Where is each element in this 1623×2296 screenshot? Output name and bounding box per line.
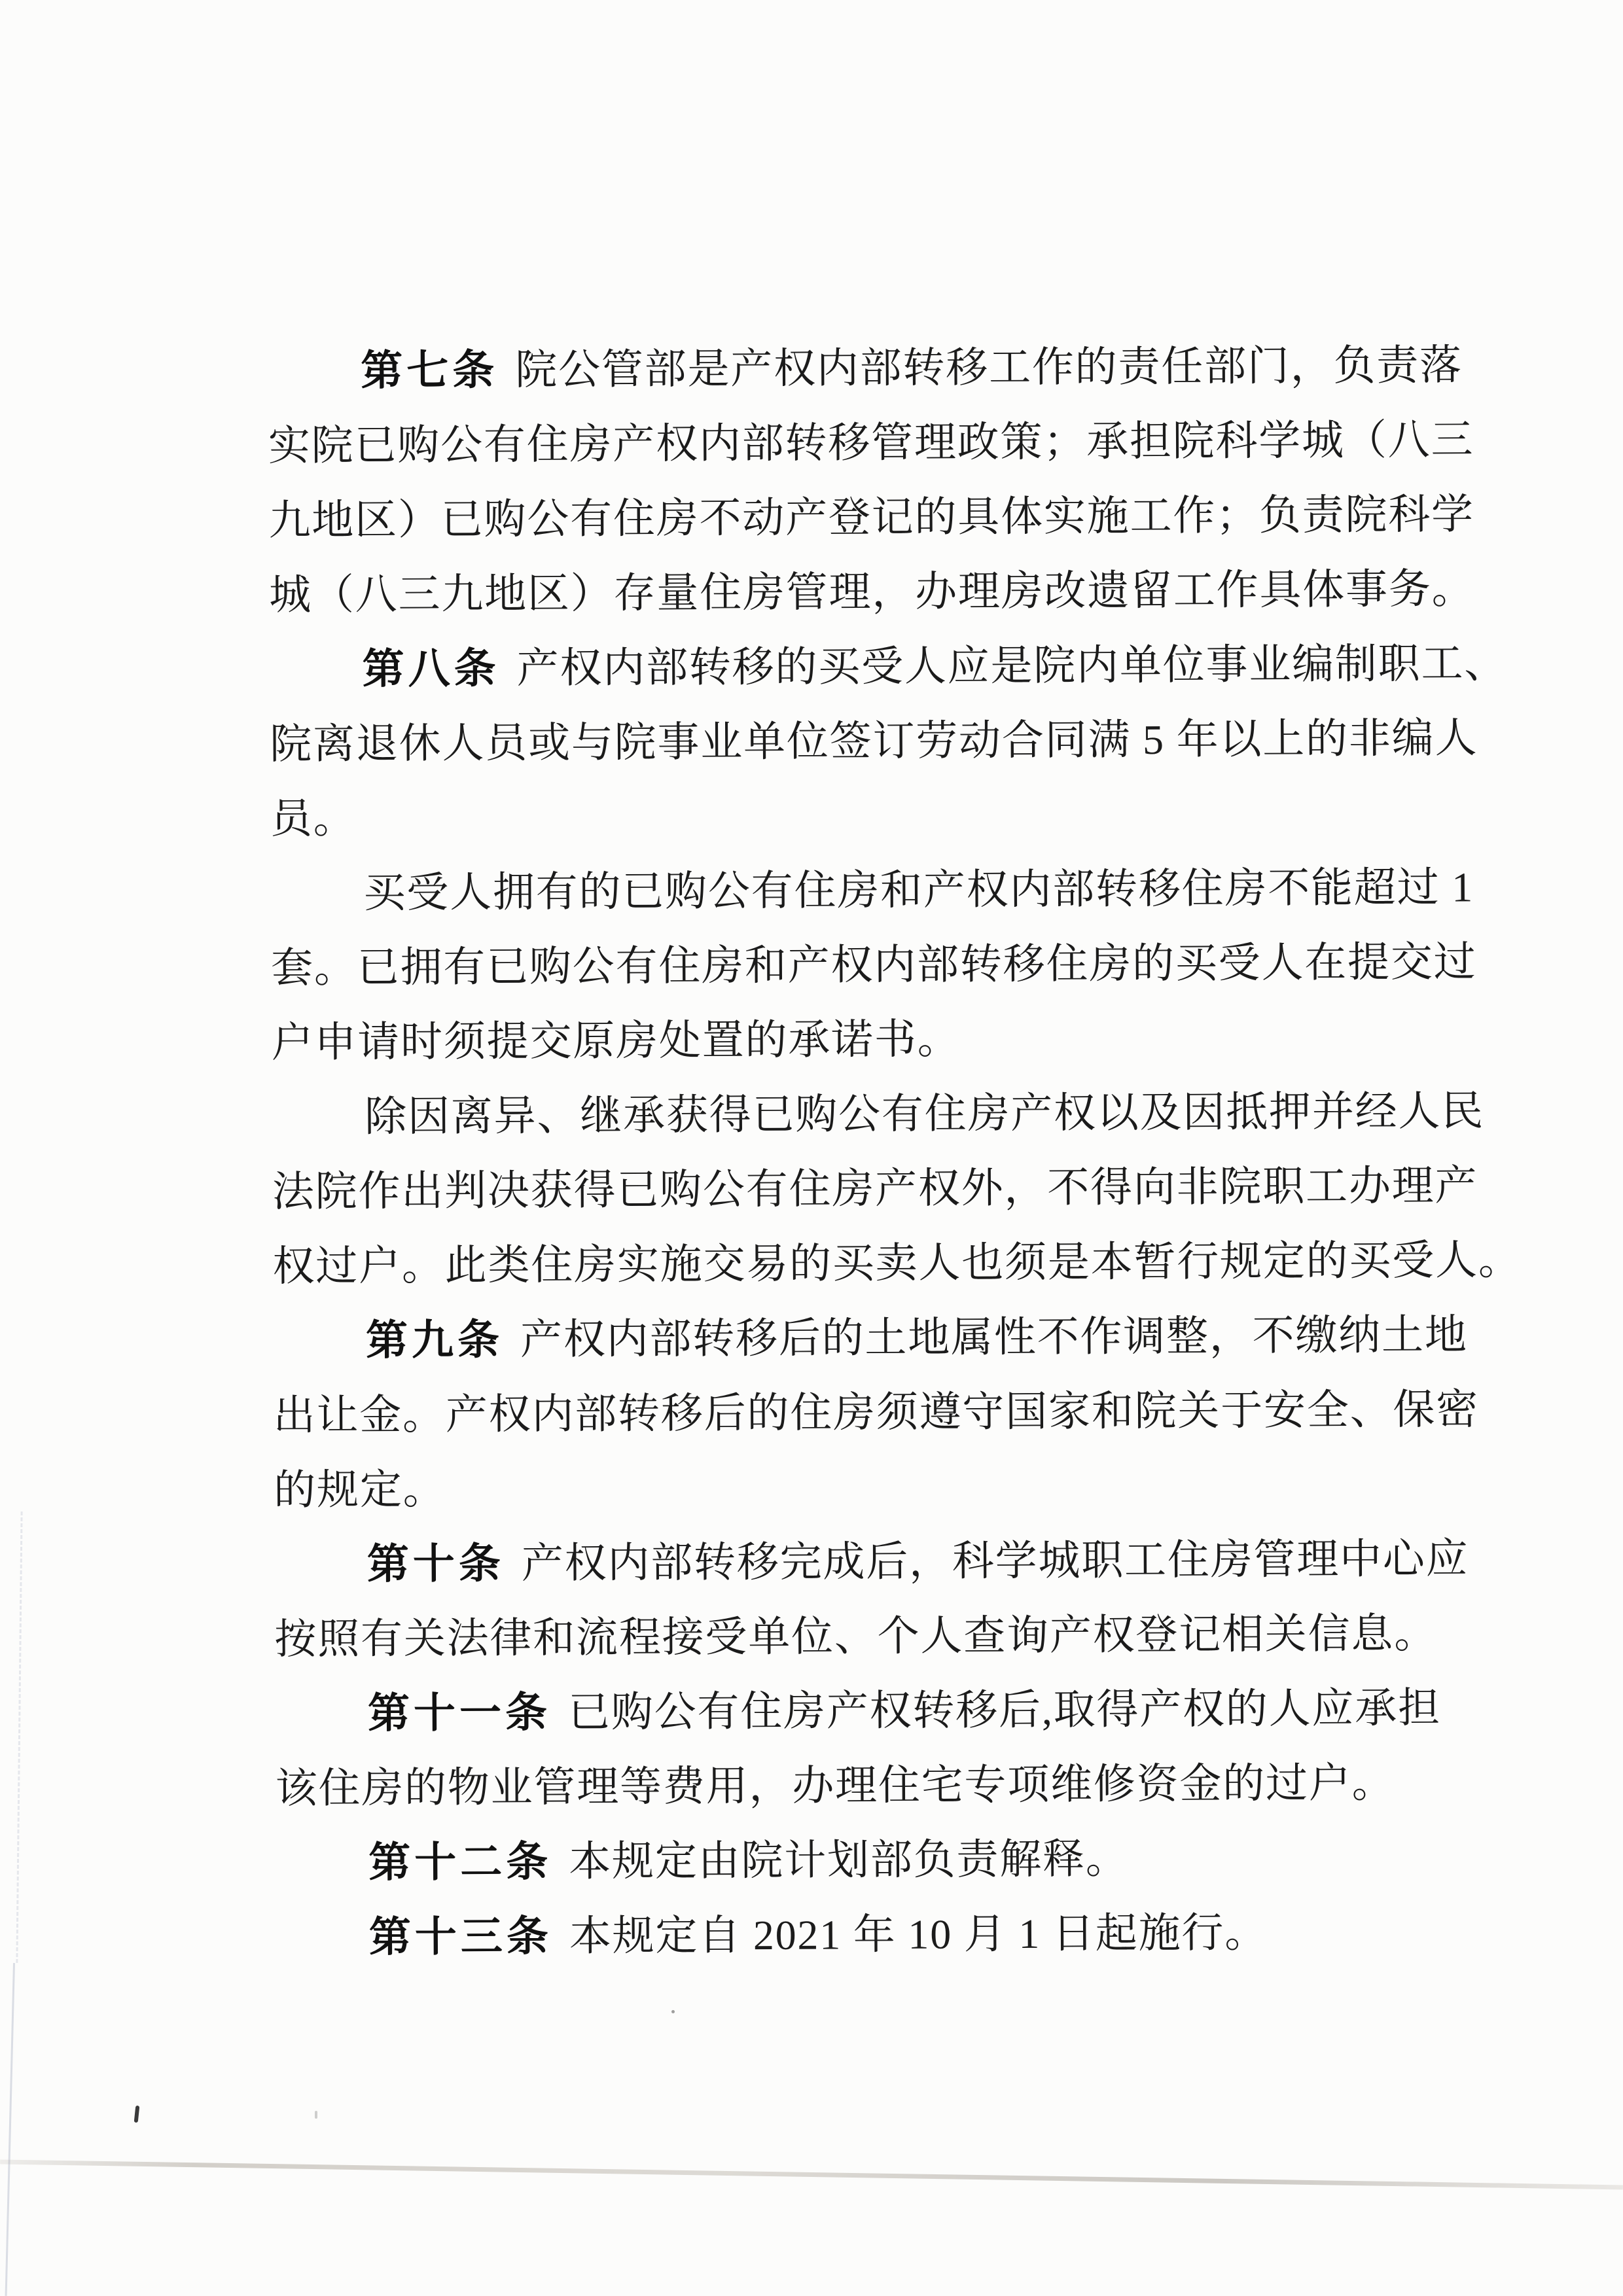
line-text: 该住房的物业管理等费用，办理住宅专项维修资金的过户。 (275, 1759, 1395, 1812)
line-text: 城（八三九地区）存量住房管理，办理房改遗留工作具体事务。 (268, 565, 1475, 618)
text-line (268, 402, 1512, 483)
scan-artifact-horizontal-band (0, 2160, 1623, 2190)
scan-artifact-ink-tick (134, 2106, 140, 2123)
article-number-label: 第十二条 (368, 1837, 552, 1886)
text-line (271, 924, 1515, 1005)
text-line (273, 1371, 1517, 1453)
text-line (269, 626, 1513, 707)
line-text: 套。已拥有已购公有住房和产权内部转移住房的买受人在提交过 (270, 938, 1477, 991)
line-text: 户申请时须提交原房处置的承诺书。 (271, 1016, 961, 1066)
text-line (272, 1222, 1522, 1303)
text-line (276, 1819, 1520, 1900)
line-text: 的规定。 (274, 1466, 446, 1513)
text-line (274, 1446, 1518, 1527)
line-text: 员。 (270, 795, 357, 842)
text-line (270, 849, 1514, 930)
text-line (271, 998, 1515, 1080)
line-text: 按照有关法律和流程接受单位、个人查询产权登记相关信息。 (274, 1610, 1438, 1663)
line-text: 权过户。此类住房实施交易的买卖人也须是本暂行规定的买受人。 (272, 1236, 1522, 1290)
text-line (272, 1148, 1516, 1229)
article-number-label: 第九条 (365, 1316, 504, 1364)
line-text: 本规定自 2021 年 10 月 1 日起施行。 (569, 1909, 1268, 1960)
article-number-label: 第十一条 (367, 1688, 552, 1737)
scan-artifact-left-edge-line-upper (16, 1511, 22, 1963)
line-text: 九地区）已购公有住房不动产登记的具体实施工作；负责院科学 (268, 491, 1475, 544)
line-text: 出让金。产权内部转移后的住房须遵守国家和院关于安全、保密 (273, 1386, 1480, 1439)
line-text: 实院已购公有住房产权内部转移管理政策；承担院科学城（八三 (268, 416, 1474, 469)
text-line (274, 1521, 1518, 1602)
scan-artifact-left-edge-line-lower (5, 1963, 15, 2296)
document-text-block (268, 327, 1520, 1975)
text-line (269, 551, 1513, 632)
text-line (268, 476, 1512, 557)
line-text: 本规定由院计划部负责解释。 (569, 1835, 1129, 1885)
line-text: 买受人拥有的已购公有住房和产权内部转移住房不能超过 1 (363, 864, 1474, 917)
text-line (268, 327, 1512, 408)
line-text: 产权内部转移的买受人应是院内单位事业编制职工、 (516, 640, 1508, 692)
text-line (274, 1595, 1518, 1676)
line-text: 产权内部转移完成后，科学城职工住房管理中心应 (521, 1535, 1469, 1587)
text-line (273, 1297, 1517, 1378)
line-text: 已购公有住房产权转移后,取得产权的人应承担 (567, 1684, 1442, 1736)
article-number-label: 第十三条 (368, 1912, 553, 1961)
scan-artifact-faint-tick (315, 2111, 317, 2119)
line-text: 院离退休人员或与院事业单位签订劳动合同满 5 年以上的非编人 (270, 715, 1478, 768)
article-number-label: 第八条 (362, 645, 500, 693)
text-line (276, 1894, 1520, 1975)
article-number-label: 第十条 (366, 1540, 505, 1588)
text-line (270, 775, 1514, 856)
scan-artifact-speck (671, 2010, 675, 2013)
line-text: 院公管部是产权内部转移工作的责任部门，负责落 (515, 342, 1463, 394)
line-text: 法院作出判决获得已购公有住房产权外，不得向非院职工办理产 (272, 1162, 1478, 1215)
text-line (275, 1744, 1519, 1826)
text-line (270, 700, 1514, 781)
line-text: 产权内部转移后的土地属性不作调整，不缴纳土地 (520, 1311, 1468, 1363)
text-line (272, 1073, 1516, 1154)
line-text: 除因离异、继承获得已购公有住房产权以及因抵押并经人民 (365, 1087, 1485, 1140)
text-line (275, 1670, 1519, 1751)
article-number-label: 第七条 (361, 346, 499, 395)
